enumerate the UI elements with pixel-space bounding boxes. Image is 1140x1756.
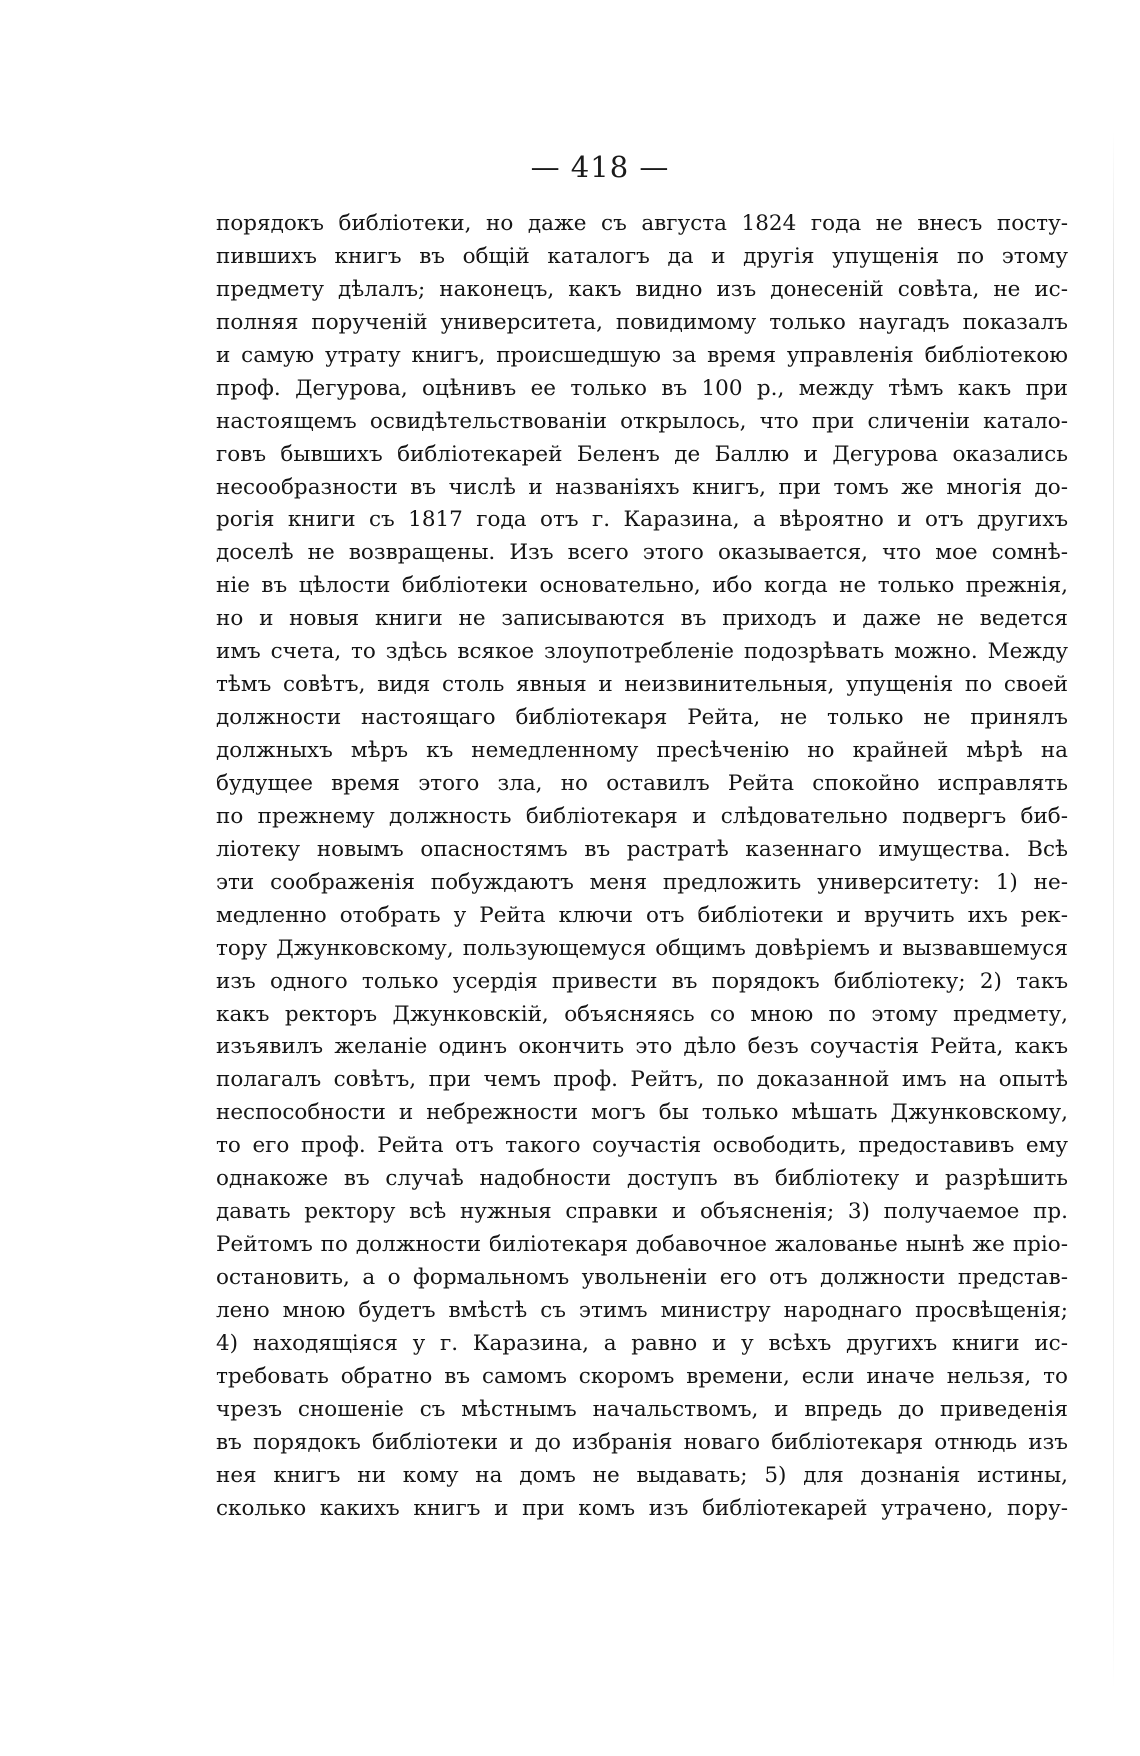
text-line: нея книгъ ни кому на домъ не выдавать; 5) для дознанія истины, [216, 1462, 1068, 1488]
text-line: лено мною будетъ вмѣстѣ съ этимъ министру народнаго просвѣщенія; [216, 1297, 1068, 1323]
text-line: эти соображенія побуждаютъ меня предложить университету: 1) не- [216, 869, 1068, 895]
text-line: рогія книги съ 1817 года отъ г. Каразина, а вѣроятно и отъ другихъ [216, 507, 1068, 533]
text-line: и самую утрату книгъ, происшедшую за время управленія библіотекою [216, 342, 1068, 368]
text-line: какъ ректоръ Джунковскій, объясняясь со мною по этому предмету, [216, 1001, 1068, 1027]
text-line: ніе въ цѣлости библіотеки основательно, ибо когда не только прежнія, [216, 573, 1068, 599]
text-line: однакоже въ случаѣ надобности доступъ въ библіотеку и разрѣшить [216, 1166, 1068, 1192]
text-line: чрезъ сношеніе съ мѣстнымъ начальствомъ, и впредь до приведенія [216, 1396, 1068, 1422]
text-line: настоящемъ освидѣтельствованіи открылось, что при сличеніи катало- [216, 408, 1068, 434]
text-line: пившихъ книгъ въ общій каталогъ да и другія упущенія по этому [216, 243, 1068, 269]
text-line: полагалъ совѣтъ, при чемъ проф. Рейтъ, по доказанной имъ на опытѣ [216, 1067, 1068, 1093]
text-line: но и новыя книги не записываются въ приходъ и даже не ведется [216, 606, 1068, 632]
text-line: ліотеку новымъ опасностямъ въ растратѣ казеннаго имущества. Всѣ [216, 836, 1068, 862]
text-line: изъявилъ желаніе одинъ окончить это дѣло безъ соучастія Рейта, какъ [216, 1034, 1068, 1060]
body-text [216, 208, 1068, 1526]
text-line: сколько какихъ книгъ и при комъ изъ библіотекарей утрачено, пору- [216, 1495, 1068, 1521]
text-line: должности настоящаго библіотекаря Рейта, не только не принялъ [216, 705, 1068, 731]
text-line: требовать обратно въ самомъ скоромъ времени, если иначе нельзя, то [216, 1363, 1068, 1389]
text-line: давать ректору всѣ нужныя справки и объясненія; 3) получаемое пр. [216, 1199, 1068, 1225]
text-line: по прежнему должность библіотекаря и слѣдовательно подвергъ биб- [216, 803, 1068, 829]
text-line: предмету дѣлалъ; наконецъ, какъ видно изъ донесеній совѣта, не ис- [216, 276, 1068, 302]
text-line: тѣмъ совѣтъ, видя столь явныя и неизвинительныя, упущенія по своей [216, 672, 1068, 698]
text-line: въ порядокъ библіотеки и до избранія новаго библіотекаря отнюдь изъ [216, 1429, 1068, 1455]
text-line: полняя порученій университета, повидимому только наугадъ показалъ [216, 309, 1068, 335]
text-line: порядокъ библіотеки, но даже съ августа 1824 года не внесъ посту- [216, 211, 1068, 236]
text-line: Рейтомъ по должности биліотекаря добавочное жалованье нынѣ же пріо- [216, 1232, 1068, 1258]
text-line: изъ одного только усердія привести въ порядокъ библіотеку; 2) такъ [216, 968, 1068, 994]
text-line: будущее время этого зла, но оставилъ Рейта спокойно исправлять [216, 770, 1068, 796]
page-number: — 418 — [530, 150, 670, 184]
text-line: тору Джунковскому, пользующемуся общимъ довѣріемъ и вызвавшемуся [216, 935, 1068, 961]
text-line: проф. Дегурова, оцѣнивъ ее только въ 100 р., между тѣмъ какъ при [216, 375, 1068, 401]
text-line: остановить, а о формальномъ увольненіи его отъ должности представ- [216, 1265, 1068, 1290]
text-line: должныхъ мѣръ къ немедленному пресѣченію но крайней мѣрѣ на [216, 738, 1068, 763]
text-line: то его проф. Рейта отъ такого соучастія освободить, предоставивъ ему [216, 1133, 1068, 1159]
text-line: медленно отобрать у Рейта ключи отъ библіотеки и вручить ихъ рек- [216, 902, 1068, 928]
text-line: несообразности въ числѣ и названіяхъ книгъ, при томъ же многія до- [216, 474, 1068, 500]
text-line: доселѣ не возвращены. Изъ всего этого оказывается, что мое сомнѣ- [216, 540, 1068, 566]
text-line: говъ бывшихъ библіотекарей Беленъ де Баллю и Дегурова оказались [216, 441, 1068, 467]
text-line: неспособности и небрежности могъ бы только мѣшать Джунковскому, [216, 1100, 1068, 1126]
text-line: имъ счета, то здѣсь всякое злоупотребленіе подозрѣвать можно. Между [216, 639, 1068, 665]
text-line: 4) находящіяся у г. Каразина, а равно и у всѣхъ другихъ книги ис- [216, 1330, 1068, 1356]
scan-edge-line [1113, 130, 1114, 1690]
